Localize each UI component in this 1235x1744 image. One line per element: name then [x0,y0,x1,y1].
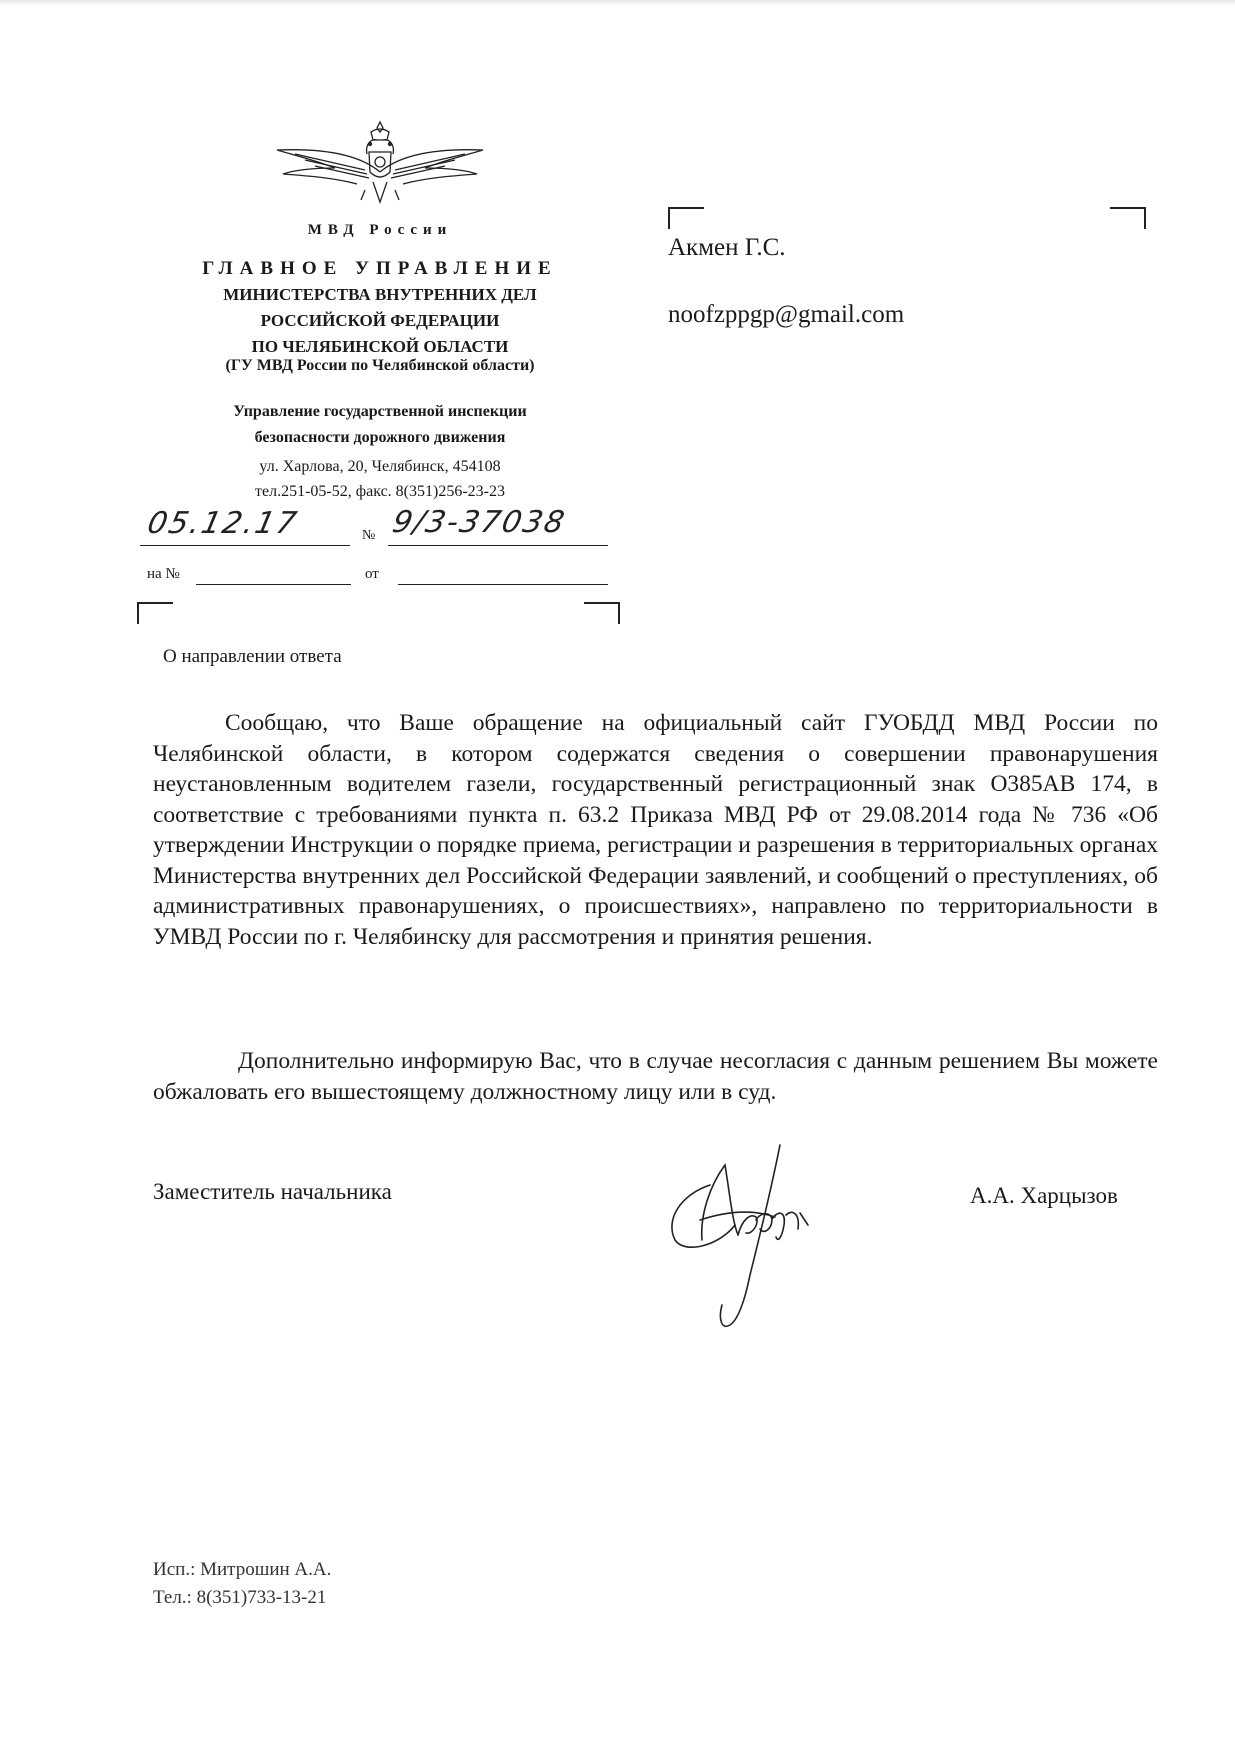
number-label: № [362,528,376,543]
reply-to-line [196,584,351,585]
addressee-corner-left [668,207,704,229]
org-line: МИНИСТЕРСТВА ВНУТРЕННИХ ДЕЛ [223,285,537,304]
org-title: ГЛАВНОЕ УПРАВЛЕНИЕ [202,258,558,279]
org-line: РОССИЙСКОЙ ФЕДЕРАЦИИ [260,311,500,330]
number-underline [388,545,608,546]
signatory-name: А.А. Харцызов [970,1183,1118,1208]
handwritten-signature [660,1125,850,1335]
department-line: безопасности дорожного движения [254,429,506,446]
mvd-eagle-emblem [265,110,495,210]
reply-to-label: на № [147,566,180,582]
body-paragraph: Сообщаю, что Ваше обращение на официальный сайт ГУОБДД МВД России по Челябинской области, в котором содержатся сведения о совершении правонарушения неустановленным водителем газели, государственный регистрационный знак О385АВ 174, в соответствие с требованиями пункта п. 63.2 Приказа МВД РФ от 29.08.2014 года № 736 «Об утверждении Инструкции о порядке приема, регистрации и разрешения в территориальных органах Министерства внутренних дел Российской Федерации заявлений, и сообщений о преступлениях, об административных правонарушениях, о происшествиях», направлено по территориальности в УМВД России по г. Челябинску для рассмотрения и принятия решения. [153,710,1158,950]
addressee-name: Акмен Г.С. [668,234,786,261]
executor-info [153,1556,331,1612]
registration-date: 05.12.17 [144,506,302,541]
scan-edge [0,0,1235,6]
subject-corner-right [584,602,620,624]
letter-subject: О направлении ответа [163,646,342,667]
org-abbreviation: (ГУ МВД России по Челябинской области) [225,357,535,374]
org-address-block [130,454,630,504]
org-line: ПО ЧЕЛЯБИНСКОЙ ОБЛАСТИ [251,337,509,356]
org-short-name: МВД России [307,222,453,238]
subject-corner-left [137,602,173,624]
org-full-name [130,282,630,360]
executor-phone: Тел.: 8(351)733-13-21 [153,1587,327,1608]
date-underline [140,545,350,546]
addressee-email: noofzppgp@gmail.com [668,301,905,328]
registration-number: 9/3-37038 [389,505,570,540]
org-address: ул. Харлова, 20, Челябинск, 454108 [259,458,501,475]
department-line: Управление государственной инспекции [233,403,527,420]
org-contacts: тел.251-05-52, факс. 8(351)256-23-23 [255,483,505,500]
from-line [398,584,608,585]
addressee-corner-right [1110,207,1146,229]
from-label: от [365,566,379,582]
body-paragraph: Дополнительно информирую Вас, что в случае несогласия с данным решением Вы можете обжаловать его вышестоящему должностному лицу или в суд. [153,1048,1158,1105]
department-name [130,399,630,451]
signatory-position: Заместитель начальника [153,1179,392,1204]
executor-name: Исп.: Митрошин А.А. [153,1559,332,1580]
